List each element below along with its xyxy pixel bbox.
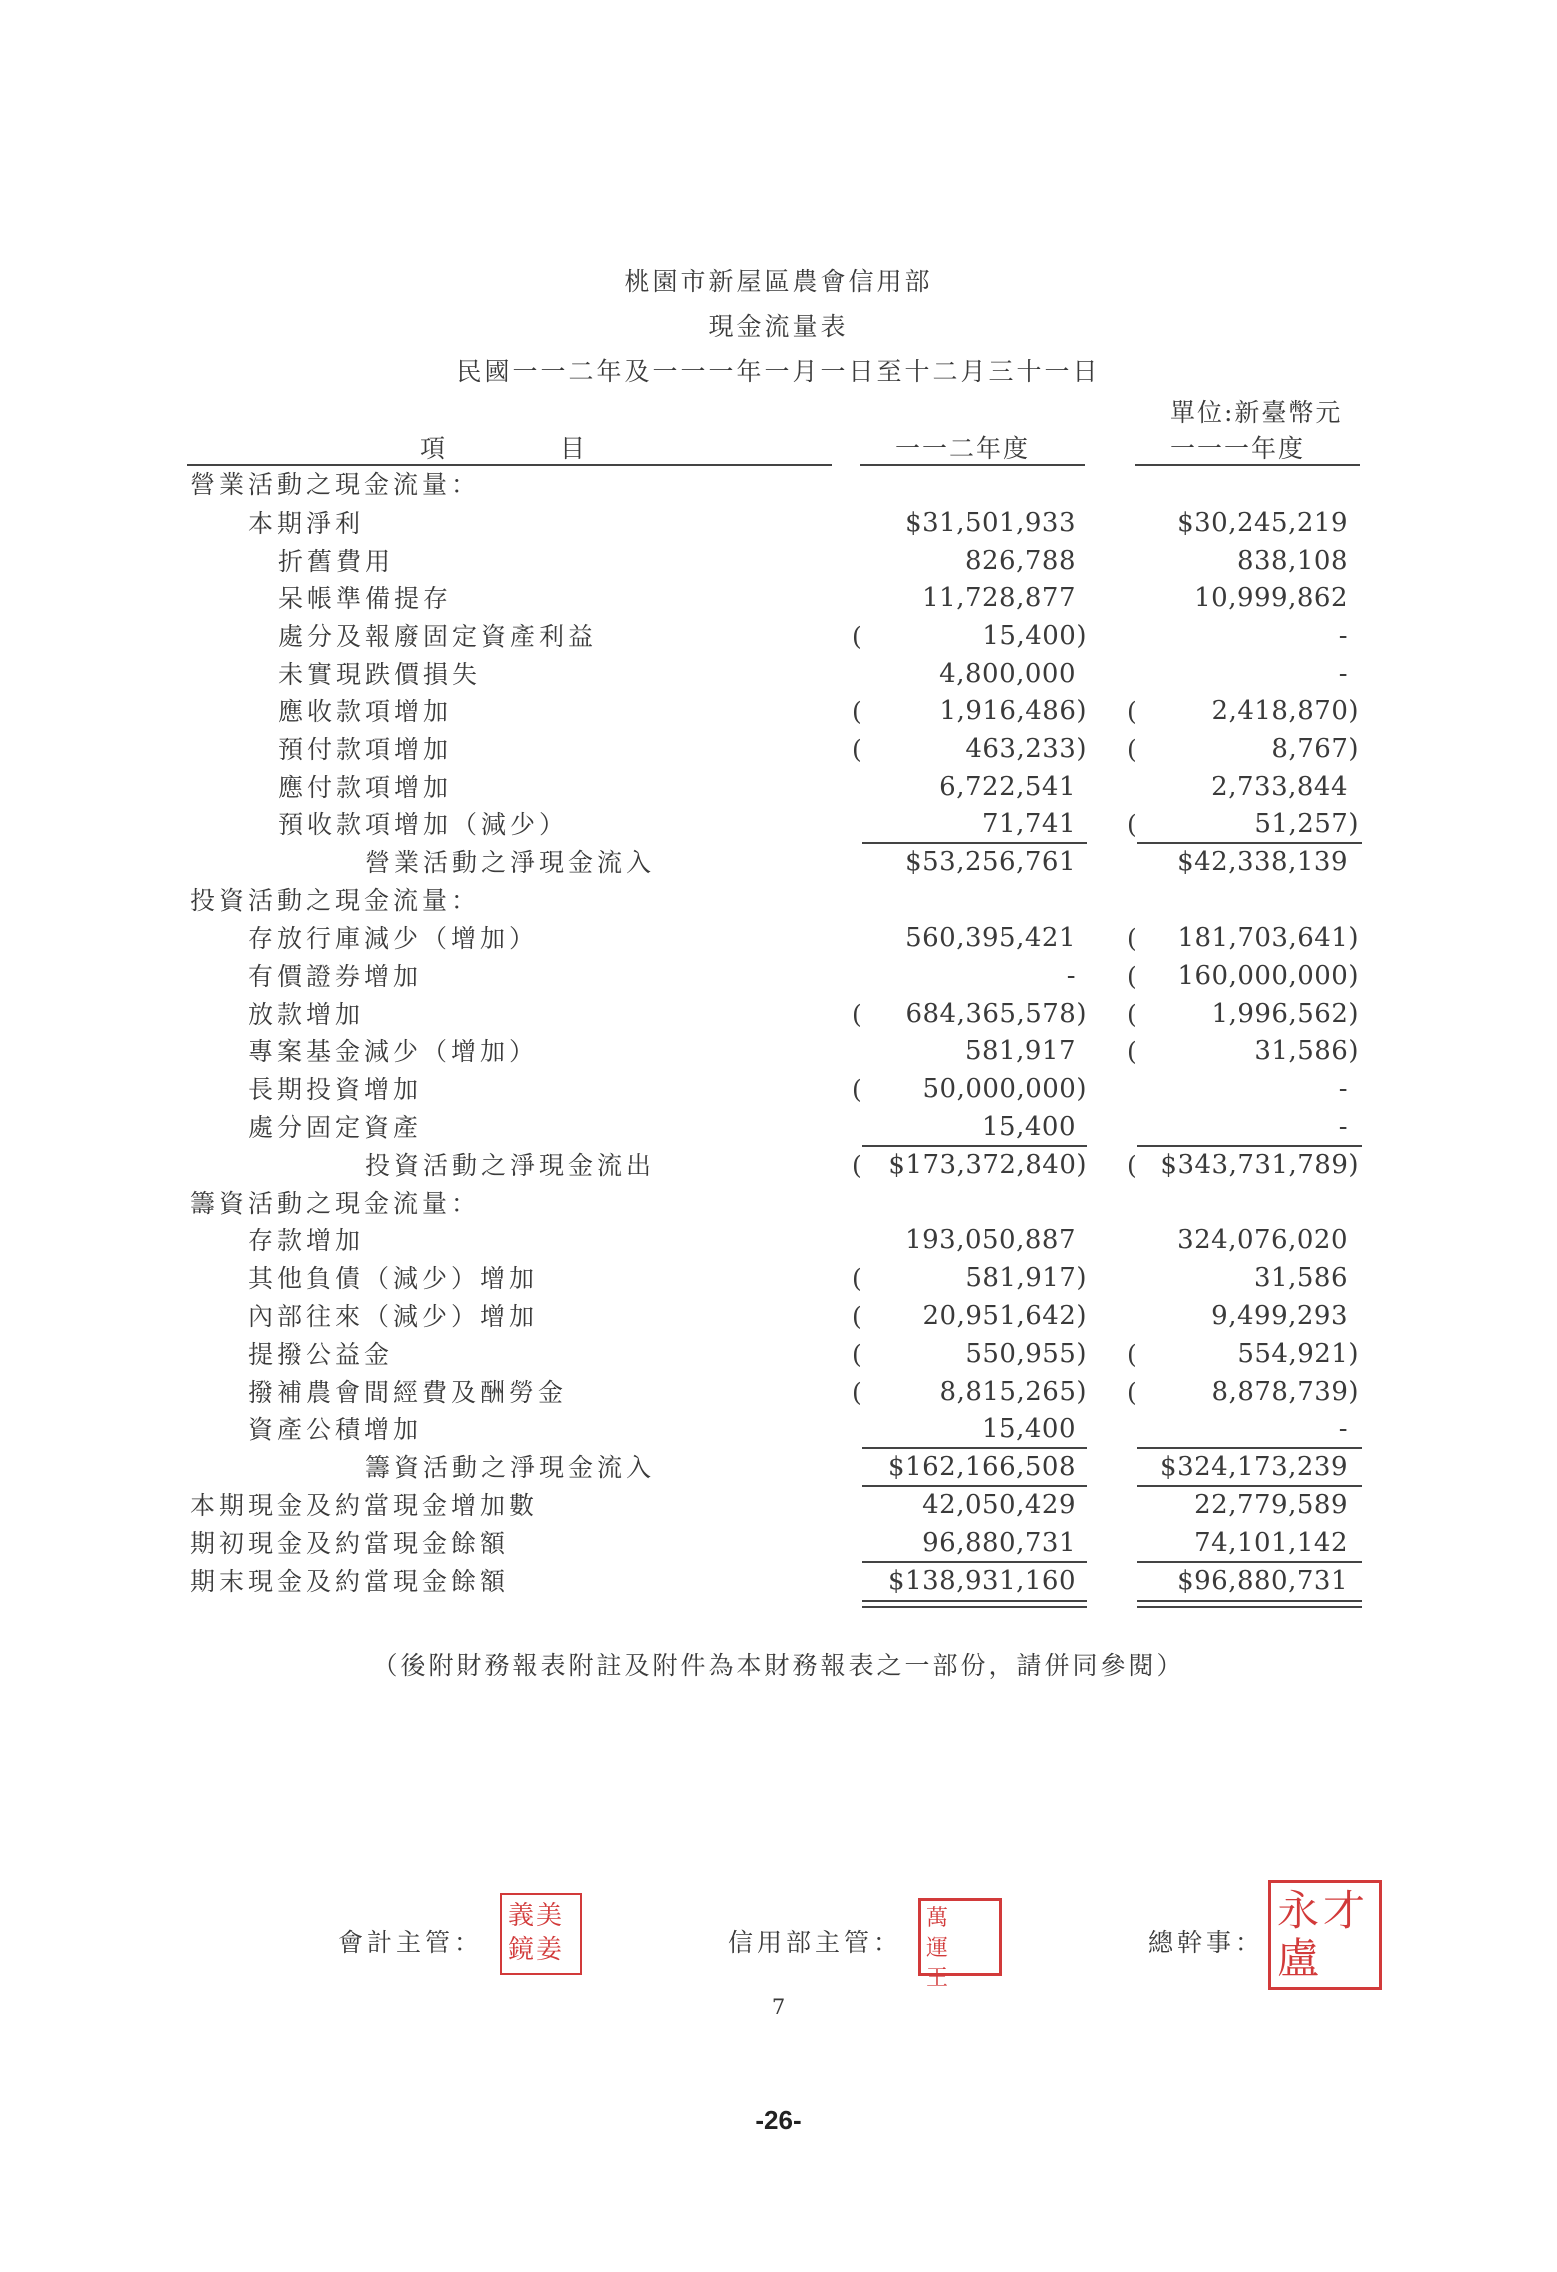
seal-text: 永才盧	[1277, 1886, 1370, 1983]
table-row	[0, 693, 1557, 730]
table-row	[0, 731, 1557, 768]
open-paren-2022: (	[1127, 1378, 1137, 1407]
table-row	[0, 958, 1557, 995]
row-label: 營業活動之淨現金流入	[365, 848, 656, 877]
table-row	[0, 806, 1557, 843]
table-row	[0, 1033, 1557, 1070]
seal-text: 義美鏡姜	[508, 1901, 565, 1965]
value-2023: 11,728,877	[922, 583, 1076, 613]
subtotal-rule	[1137, 1485, 1362, 1487]
table-row	[0, 466, 1557, 503]
value-2023: 8,815,265)	[939, 1377, 1087, 1407]
column-header-2023: 一一二年度	[895, 434, 1031, 463]
value-2022: $324,173,239	[1160, 1452, 1348, 1482]
outer-page-number: -26-	[755, 2105, 802, 2135]
value-2022: $96,880,731	[1177, 1566, 1348, 1596]
value-2022: 10,999,862	[1194, 583, 1348, 613]
row-label: 呆帳準備提存	[278, 584, 453, 613]
open-paren-2022: (	[1127, 1151, 1137, 1180]
table-row	[0, 618, 1557, 655]
credit-supervisor-label: 信用部主管：	[728, 1928, 903, 1957]
subtotal-rule	[1137, 1561, 1362, 1563]
column-header-item: 項 目	[420, 434, 596, 463]
seal-text: 萬運王	[926, 1906, 949, 1991]
table-row	[0, 1109, 1557, 1146]
row-label: 提撥公益金	[248, 1340, 394, 1369]
row-label: 應收款項增加	[278, 697, 453, 726]
value-2022: $343,731,789)	[1160, 1150, 1359, 1180]
open-paren-2022: (	[1127, 697, 1137, 726]
value-2022: 324,076,020	[1177, 1225, 1348, 1255]
table-row	[0, 920, 1557, 957]
table-row	[0, 580, 1557, 617]
double-underline	[1137, 1600, 1362, 1608]
open-paren-2023: (	[852, 697, 862, 726]
table-row	[0, 882, 1557, 919]
subtotal-rule	[862, 842, 1087, 844]
value-2023: 560,395,421	[905, 923, 1076, 953]
value-2023: 581,917)	[965, 1263, 1087, 1293]
value-2023: $162,166,508	[888, 1452, 1076, 1482]
value-2023: 550,955)	[965, 1339, 1087, 1369]
open-paren-2022: (	[1127, 962, 1137, 991]
table-row	[0, 1336, 1557, 1373]
row-label: 應付款項增加	[278, 773, 453, 802]
row-label: 籌資活動之淨現金流入	[365, 1453, 656, 1482]
row-label: 內部往來（減少）增加	[248, 1302, 539, 1331]
value-2023: 50,000,000)	[922, 1074, 1087, 1104]
open-paren-2023: (	[852, 1302, 862, 1331]
open-paren-2022: (	[1127, 1037, 1137, 1066]
value-2022: 554,921)	[1237, 1339, 1359, 1369]
row-label: 本期現金及約當現金增加數	[190, 1491, 539, 1520]
accounting-supervisor-seal	[500, 1893, 582, 1975]
value-2023: 20,951,642)	[922, 1301, 1087, 1331]
open-paren-2022: (	[1127, 735, 1137, 764]
open-paren-2022: (	[1127, 1000, 1137, 1029]
open-paren-2023: (	[852, 735, 862, 764]
table-row	[0, 1411, 1557, 1448]
value-2023: 15,400	[982, 1112, 1076, 1142]
value-2022: 2,418,870)	[1211, 696, 1359, 726]
table-row	[0, 1525, 1557, 1562]
value-2022: 22,779,589	[1194, 1490, 1348, 1520]
value-2023: $138,931,160	[888, 1566, 1076, 1596]
open-paren-2023: (	[852, 1378, 862, 1407]
table-row	[0, 656, 1557, 693]
row-label: 未實現跌價損失	[278, 660, 482, 689]
value-2022: $42,338,139	[1177, 847, 1348, 877]
row-label: 預付款項增加	[278, 735, 453, 764]
row-label: 投資活動之淨現金流出	[365, 1151, 656, 1180]
subtotal-rule	[1137, 842, 1362, 844]
row-label: 有價證券增加	[248, 962, 423, 991]
org-name: 桃園市新屋區農會信用部	[624, 267, 933, 296]
double-underline	[862, 1600, 1087, 1608]
footnote: （後附財務報表附註及附件為本財務報表之一部份，請併同參閱）	[372, 1651, 1185, 1680]
table-row	[0, 1071, 1557, 1108]
value-2023: $53,256,761	[905, 847, 1076, 877]
row-label: 撥補農會間經費及酬勞金	[248, 1378, 568, 1407]
subtotal-rule	[1137, 1145, 1362, 1147]
open-paren-2022: (	[1127, 1340, 1137, 1369]
table-row	[0, 1222, 1557, 1259]
row-label: 其他負債（減少）增加	[248, 1264, 539, 1293]
open-paren-2023: (	[852, 1264, 862, 1293]
credit-supervisor-seal	[918, 1898, 1002, 1991]
value-2022: 160,000,000)	[1177, 961, 1359, 991]
value-2023: 826,788	[964, 546, 1076, 576]
value-2022: 2,733,844	[1211, 772, 1348, 802]
table-row	[0, 1487, 1557, 1524]
inner-page-number: 7	[771, 1995, 786, 2019]
open-paren-2022: (	[1127, 810, 1137, 839]
table-row	[0, 844, 1557, 881]
general-manager-label: 總幹事：	[1148, 1928, 1265, 1957]
subtotal-rule	[862, 1561, 1087, 1563]
value-2022: -	[1338, 1112, 1348, 1142]
open-paren-2023: (	[852, 622, 862, 651]
open-paren-2023: (	[852, 1151, 862, 1180]
open-paren-2023: (	[852, 1340, 862, 1369]
value-2023: $31,501,933	[905, 508, 1076, 538]
row-label: 資產公積增加	[248, 1415, 423, 1444]
value-2023: 71,741	[982, 809, 1076, 839]
value-2022: 31,586	[1254, 1263, 1348, 1293]
statement-title: 現金流量表	[708, 312, 849, 341]
statement-period: 民國一一二年及一一一年一月一日至十二月三十一日	[456, 357, 1101, 386]
value-2022: $30,245,219	[1177, 508, 1348, 538]
row-label: 放款增加	[248, 1000, 365, 1029]
value-2023: 4,800,000	[939, 659, 1076, 689]
row-label: 期末現金及約當現金餘額	[190, 1567, 510, 1596]
row-label: 期初現金及約當現金餘額	[190, 1529, 510, 1558]
row-label: 專案基金減少（增加）	[248, 1037, 539, 1066]
subtotal-rule	[1137, 1447, 1362, 1449]
value-2022: 8,878,739)	[1211, 1377, 1359, 1407]
row-label: 投資活動之現金流量：	[190, 886, 481, 915]
table-row	[0, 1260, 1557, 1297]
value-2022: 51,257)	[1254, 809, 1359, 839]
table-row	[0, 1185, 1557, 1222]
value-2022: -	[1338, 659, 1348, 689]
row-label: 存放行庫減少（增加）	[248, 924, 539, 953]
table-row	[0, 1374, 1557, 1411]
value-2022: 838,108	[1236, 546, 1348, 576]
row-label: 本期淨利	[248, 509, 365, 538]
column-header-2022: 一一一年度	[1170, 434, 1306, 463]
table-row	[0, 1449, 1557, 1486]
subtotal-rule	[862, 1145, 1087, 1147]
value-2023: 1,916,486)	[939, 696, 1087, 726]
accounting-supervisor-label: 會計主管：	[338, 1928, 484, 1957]
value-2023: 15,400	[982, 1414, 1076, 1444]
subtotal-rule	[862, 1447, 1087, 1449]
value-2022: 74,101,142	[1194, 1528, 1348, 1558]
value-2023: 684,365,578)	[905, 999, 1087, 1029]
value-2023: 6,722,541	[939, 772, 1076, 802]
value-2023: 96,880,731	[922, 1528, 1076, 1558]
table-row	[0, 1563, 1557, 1600]
value-2023: 463,233)	[965, 734, 1087, 764]
value-2023: 581,917	[964, 1036, 1076, 1066]
subtotal-rule	[862, 1485, 1087, 1487]
open-paren-2022: (	[1127, 924, 1137, 953]
value-2022: 8,767)	[1271, 734, 1359, 764]
value-2022: -	[1338, 1414, 1348, 1444]
value-2023: $173,372,840)	[888, 1150, 1087, 1180]
open-paren-2023: (	[852, 1000, 862, 1029]
row-label: 處分固定資產	[248, 1113, 423, 1142]
row-label: 籌資活動之現金流量：	[190, 1189, 481, 1218]
value-2022: -	[1338, 1074, 1348, 1104]
table-row	[0, 543, 1557, 580]
row-label: 折舊費用	[278, 547, 395, 576]
row-label: 營業活動之現金流量：	[190, 470, 481, 499]
value-2022: -	[1338, 621, 1348, 651]
value-2022: 1,996,562)	[1211, 999, 1359, 1029]
general-manager-seal	[1268, 1880, 1382, 1990]
table-row	[0, 1298, 1557, 1335]
value-2023: 42,050,429	[922, 1490, 1076, 1520]
value-2023: -	[1066, 961, 1076, 991]
value-2022: 9,499,293	[1211, 1301, 1348, 1331]
row-label: 長期投資增加	[248, 1075, 423, 1104]
value-2022: 31,586)	[1254, 1036, 1359, 1066]
table-row	[0, 769, 1557, 806]
row-label: 存款增加	[248, 1226, 365, 1255]
value-2022: 181,703,641)	[1177, 923, 1359, 953]
table-row	[0, 1147, 1557, 1184]
table-row	[0, 996, 1557, 1033]
row-label: 預收款項增加（減少）	[278, 810, 569, 839]
value-2023: 193,050,887	[905, 1225, 1076, 1255]
row-label: 處分及報廢固定資產利益	[278, 622, 598, 651]
currency-unit: 單位:新臺幣元	[1170, 398, 1343, 427]
table-row	[0, 505, 1557, 542]
value-2023: 15,400)	[982, 621, 1087, 651]
open-paren-2023: (	[852, 1075, 862, 1104]
